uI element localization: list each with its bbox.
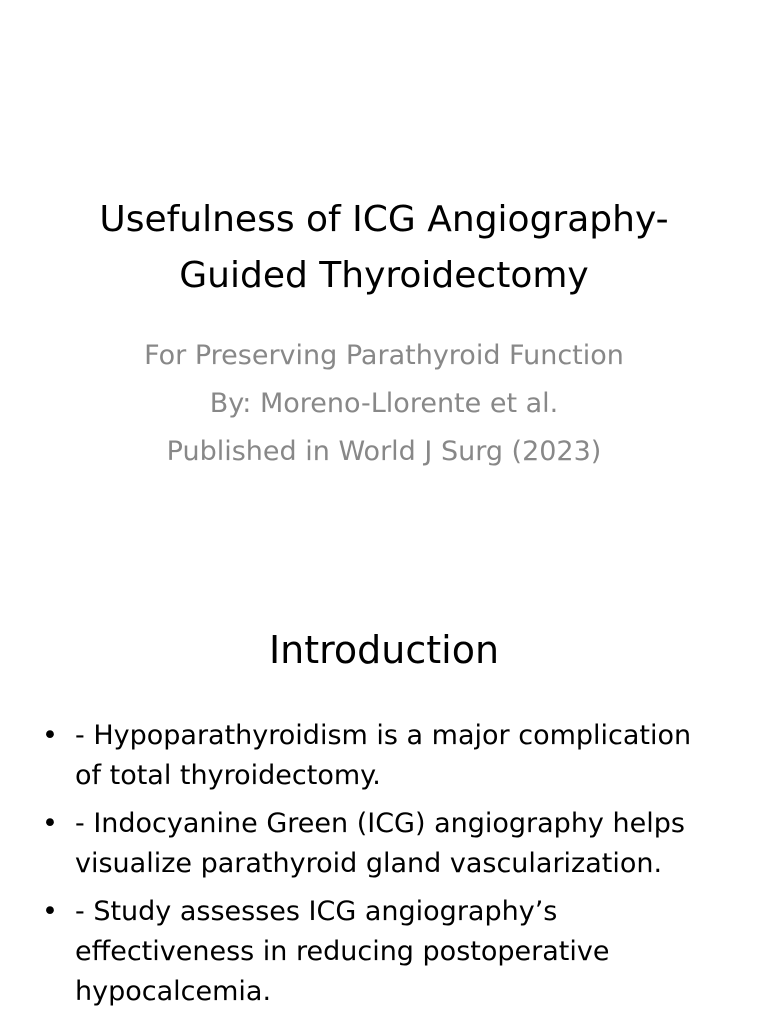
list-item [40, 716, 720, 796]
bullet-text: - Study assesses ICG angiography’s effectiveness in reducing postoperative hypocalcemia. [75, 896, 610, 1007]
subtitle-authors: By: Moreno-Llorente et al. [209, 388, 559, 419]
bullet-text: - Hypoparathyroidism is a major complication of total thyroidectomy. [75, 720, 692, 791]
bullet-list [40, 716, 720, 1020]
introduction-heading: Introduction [268, 628, 500, 672]
bullet-icon: • [42, 720, 58, 751]
subtitle-publication: Published in World J Surg (2023) [166, 436, 602, 467]
presentation-title [40, 192, 728, 304]
subtitle-purpose: For Preserving Parathyroid Function [144, 340, 624, 371]
bullet-icon: • [42, 808, 58, 839]
list-item [40, 804, 720, 884]
subtitle-block [40, 332, 728, 476]
list-item [40, 892, 720, 1012]
title-line-1: Usefulness of ICG Angiography- [99, 199, 669, 240]
bullet-text: - Indocyanine Green (ICG) angiography helps visualize parathyroid gland vascularization. [75, 808, 685, 879]
title-line-2: Guided Thyroidectomy [179, 255, 589, 296]
bullet-icon: • [42, 896, 58, 927]
introduction-slide [0, 576, 768, 1024]
